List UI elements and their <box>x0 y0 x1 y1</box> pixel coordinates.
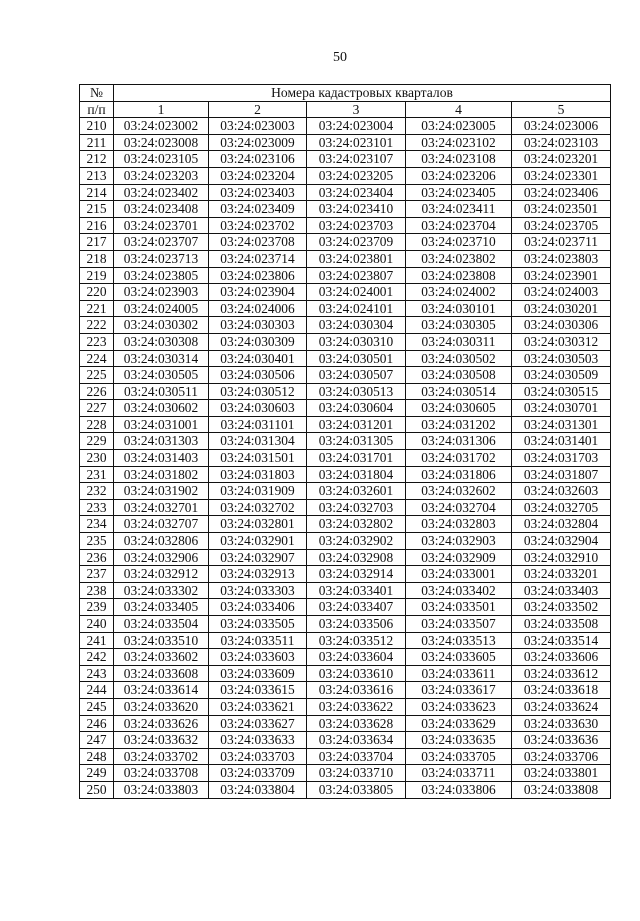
cadastral-number-cell: 03:24:030308 <box>114 333 209 350</box>
cadastral-number-cell: 03:24:032806 <box>114 533 209 550</box>
table-row <box>80 151 611 168</box>
cadastral-number-cell: 03:24:032912 <box>114 566 209 583</box>
cadastral-number-cell: 03:24:023008 <box>114 134 209 151</box>
cadastral-number-cell: 03:24:032602 <box>406 483 512 500</box>
cadastral-number-cell: 03:24:033801 <box>512 765 611 782</box>
cadastral-number-cell: 03:24:032913 <box>209 566 307 583</box>
row-number-cell: 234 <box>80 516 114 533</box>
cadastral-number-cell: 03:24:023711 <box>512 234 611 251</box>
cadastral-number-cell: 03:24:030401 <box>209 350 307 367</box>
cadastral-number-cell: 03:24:033628 <box>307 715 406 732</box>
group-title-header: Номера кадастровых кварталов <box>114 85 611 102</box>
column-number-header: 3 <box>307 101 406 118</box>
cadastral-number-cell: 03:24:030303 <box>209 317 307 334</box>
cadastral-number-cell: 03:24:033705 <box>406 748 512 765</box>
row-number-cell: 232 <box>80 483 114 500</box>
cadastral-number-cell: 03:24:033402 <box>406 582 512 599</box>
row-number-cell: 238 <box>80 582 114 599</box>
cadastral-number-cell: 03:24:033806 <box>406 781 512 798</box>
table-row <box>80 748 611 765</box>
row-number-cell: 249 <box>80 765 114 782</box>
cadastral-number-cell: 03:24:032914 <box>307 566 406 583</box>
cadastral-number-cell: 03:24:031803 <box>209 466 307 483</box>
row-number-cell: 217 <box>80 234 114 251</box>
row-number-cell: 215 <box>80 201 114 218</box>
cadastral-number-cell: 03:24:033612 <box>512 665 611 682</box>
table-row <box>80 483 611 500</box>
cadastral-number-cell: 03:24:030509 <box>512 367 611 384</box>
row-number-cell: 235 <box>80 533 114 550</box>
cadastral-number-cell: 03:24:032702 <box>209 499 307 516</box>
cadastral-number-cell: 03:24:030605 <box>406 400 512 417</box>
cadastral-number-cell: 03:24:032803 <box>406 516 512 533</box>
cadastral-number-cell: 03:24:033614 <box>114 682 209 699</box>
num-abbrev-header: п/п <box>80 101 114 118</box>
cadastral-number-cell: 03:24:030101 <box>406 300 512 317</box>
cadastral-number-cell: 03:24:023705 <box>512 217 611 234</box>
cadastral-number-cell: 03:24:023107 <box>307 151 406 168</box>
table-row <box>80 781 611 798</box>
cadastral-number-cell: 03:24:033629 <box>406 715 512 732</box>
table-row <box>80 284 611 301</box>
table-row <box>80 599 611 616</box>
row-number-cell: 237 <box>80 566 114 583</box>
cadastral-number-cell: 03:24:032906 <box>114 549 209 566</box>
table-row <box>80 118 611 135</box>
cadastral-number-cell: 03:24:033403 <box>512 582 611 599</box>
cadastral-number-cell: 03:24:023808 <box>406 267 512 284</box>
cadastral-number-cell: 03:24:023408 <box>114 201 209 218</box>
cadastral-number-cell: 03:24:024001 <box>307 284 406 301</box>
row-number-cell: 245 <box>80 698 114 715</box>
cadastral-number-cell: 03:24:033617 <box>406 682 512 699</box>
cadastral-number-cell: 03:24:030309 <box>209 333 307 350</box>
cadastral-number-cell: 03:24:033610 <box>307 665 406 682</box>
column-number-header: 5 <box>512 101 611 118</box>
cadastral-number-cell: 03:24:033709 <box>209 765 307 782</box>
cadastral-number-cell: 03:24:033618 <box>512 682 611 699</box>
cadastral-number-cell: 03:24:023807 <box>307 267 406 284</box>
cadastral-number-cell: 03:24:030602 <box>114 400 209 417</box>
cadastral-number-cell: 03:24:030201 <box>512 300 611 317</box>
cadastral-number-cell: 03:24:030506 <box>209 367 307 384</box>
cadastral-number-cell: 03:24:033401 <box>307 582 406 599</box>
cadastral-number-cell: 03:24:033620 <box>114 698 209 715</box>
row-number-cell: 247 <box>80 732 114 749</box>
cadastral-number-cell: 03:24:032703 <box>307 499 406 516</box>
table-row <box>80 300 611 317</box>
cadastral-number-cell: 03:24:031304 <box>209 433 307 450</box>
cadastral-number-cell: 03:24:031201 <box>307 416 406 433</box>
cadastral-number-cell: 03:24:032904 <box>512 533 611 550</box>
row-number-cell: 227 <box>80 400 114 417</box>
cadastral-number-cell: 03:24:033706 <box>512 748 611 765</box>
cadastral-number-cell: 03:24:030502 <box>406 350 512 367</box>
cadastral-number-cell: 03:24:033711 <box>406 765 512 782</box>
row-number-cell: 240 <box>80 616 114 633</box>
cadastral-number-cell: 03:24:023002 <box>114 118 209 135</box>
cadastral-number-cell: 03:24:030701 <box>512 400 611 417</box>
table-row <box>80 732 611 749</box>
table-row <box>80 715 611 732</box>
cadastral-number-cell: 03:24:031703 <box>512 450 611 467</box>
cadastral-number-cell: 03:24:033605 <box>406 649 512 666</box>
row-number-cell: 213 <box>80 167 114 184</box>
cadastral-number-cell: 03:24:023006 <box>512 118 611 135</box>
cadastral-number-cell: 03:24:031804 <box>307 466 406 483</box>
cadastral-number-cell: 03:24:023411 <box>406 201 512 218</box>
row-number-cell: 229 <box>80 433 114 450</box>
cadastral-number-cell: 03:24:033501 <box>406 599 512 616</box>
cadastral-number-cell: 03:24:031501 <box>209 450 307 467</box>
cadastral-number-cell: 03:24:031701 <box>307 450 406 467</box>
cadastral-number-cell: 03:24:031902 <box>114 483 209 500</box>
row-number-cell: 242 <box>80 649 114 666</box>
num-symbol-header: № <box>80 85 114 102</box>
cadastral-number-cell: 03:24:030310 <box>307 333 406 350</box>
cadastral-number-cell: 03:24:032707 <box>114 516 209 533</box>
cadastral-number-cell: 03:24:033604 <box>307 649 406 666</box>
row-number-cell: 216 <box>80 217 114 234</box>
cadastral-number-cell: 03:24:024101 <box>307 300 406 317</box>
cadastral-number-cell: 03:24:023204 <box>209 167 307 184</box>
cadastral-number-cell: 03:24:023904 <box>209 284 307 301</box>
cadastral-number-cell: 03:24:023102 <box>406 134 512 151</box>
row-number-cell: 221 <box>80 300 114 317</box>
cadastral-number-cell: 03:24:031101 <box>209 416 307 433</box>
cadastral-number-cell: 03:24:030501 <box>307 350 406 367</box>
row-number-cell: 230 <box>80 450 114 467</box>
row-number-cell: 219 <box>80 267 114 284</box>
row-number-cell: 231 <box>80 466 114 483</box>
cadastral-number-cell: 03:24:033507 <box>406 616 512 633</box>
cadastral-number-cell: 03:24:032907 <box>209 549 307 566</box>
table-row <box>80 566 611 583</box>
table-row <box>80 250 611 267</box>
cadastral-number-cell: 03:24:023108 <box>406 151 512 168</box>
row-number-cell: 233 <box>80 499 114 516</box>
cadastral-number-cell: 03:24:024003 <box>512 284 611 301</box>
table-row <box>80 400 611 417</box>
cadastral-number-cell: 03:24:023903 <box>114 284 209 301</box>
cadastral-number-cell: 03:24:023201 <box>512 151 611 168</box>
cadastral-number-cell: 03:24:023713 <box>114 250 209 267</box>
cadastral-number-cell: 03:24:030505 <box>114 367 209 384</box>
table-row <box>80 632 611 649</box>
column-number-header: 1 <box>114 101 209 118</box>
cadastral-number-cell: 03:24:033511 <box>209 632 307 649</box>
cadastral-number-cell: 03:24:023004 <box>307 118 406 135</box>
cadastral-number-cell: 03:24:023707 <box>114 234 209 251</box>
table-row <box>80 665 611 682</box>
cadastral-number-cell: 03:24:031403 <box>114 450 209 467</box>
cadastral-number-cell: 03:24:030312 <box>512 333 611 350</box>
cadastral-number-cell: 03:24:023301 <box>512 167 611 184</box>
cadastral-number-cell: 03:24:032701 <box>114 499 209 516</box>
table-header <box>80 85 611 118</box>
cadastral-number-cell: 03:24:033624 <box>512 698 611 715</box>
table-row <box>80 234 611 251</box>
cadastral-number-cell: 03:24:032901 <box>209 533 307 550</box>
cadastral-number-cell: 03:24:023405 <box>406 184 512 201</box>
cadastral-number-cell: 03:24:023406 <box>512 184 611 201</box>
cadastral-number-cell: 03:24:033626 <box>114 715 209 732</box>
cadastral-number-cell: 03:24:031807 <box>512 466 611 483</box>
cadastral-number-cell: 03:24:030511 <box>114 383 209 400</box>
cadastral-number-cell: 03:24:033608 <box>114 665 209 682</box>
cadastral-number-cell: 03:24:023205 <box>307 167 406 184</box>
table-row <box>80 765 611 782</box>
cadastral-number-cell: 03:24:032603 <box>512 483 611 500</box>
cadastral-number-cell: 03:24:030306 <box>512 317 611 334</box>
cadastral-number-cell: 03:24:032910 <box>512 549 611 566</box>
cadastral-number-cell: 03:24:023703 <box>307 217 406 234</box>
cadastral-number-cell: 03:24:033510 <box>114 632 209 649</box>
cadastral-number-cell: 03:24:023802 <box>406 250 512 267</box>
cadastral-number-cell: 03:24:030314 <box>114 350 209 367</box>
cadastral-number-cell: 03:24:030514 <box>406 383 512 400</box>
cadastral-number-cell: 03:24:023805 <box>114 267 209 284</box>
cadastral-number-cell: 03:24:031305 <box>307 433 406 450</box>
cadastral-number-cell: 03:24:033512 <box>307 632 406 649</box>
cadastral-number-cell: 03:24:032601 <box>307 483 406 500</box>
row-number-cell: 220 <box>80 284 114 301</box>
table-row <box>80 582 611 599</box>
cadastral-number-cell: 03:24:031909 <box>209 483 307 500</box>
row-number-cell: 225 <box>80 367 114 384</box>
table-row <box>80 217 611 234</box>
cadastral-number-cell: 03:24:031301 <box>512 416 611 433</box>
cadastral-number-cell: 03:24:033616 <box>307 682 406 699</box>
row-number-cell: 211 <box>80 134 114 151</box>
row-number-cell: 248 <box>80 748 114 765</box>
cadastral-number-cell: 03:24:031401 <box>512 433 611 450</box>
cadastral-number-cell: 03:24:023806 <box>209 267 307 284</box>
cadastral-number-cell: 03:24:033623 <box>406 698 512 715</box>
cadastral-number-cell: 03:24:030604 <box>307 400 406 417</box>
cadastral-number-cell: 03:24:023009 <box>209 134 307 151</box>
table-row <box>80 433 611 450</box>
cadastral-number-cell: 03:24:023704 <box>406 217 512 234</box>
cadastral-number-cell: 03:24:023901 <box>512 267 611 284</box>
cadastral-number-cell: 03:24:033622 <box>307 698 406 715</box>
cadastral-number-cell: 03:24:033406 <box>209 599 307 616</box>
table-row <box>80 350 611 367</box>
column-number-header: 2 <box>209 101 307 118</box>
cadastral-number-cell: 03:24:033405 <box>114 599 209 616</box>
cadastral-number-cell: 03:24:023203 <box>114 167 209 184</box>
cadastral-number-cell: 03:24:033505 <box>209 616 307 633</box>
cadastral-number-cell: 03:24:033506 <box>307 616 406 633</box>
cadastral-number-cell: 03:24:033514 <box>512 632 611 649</box>
cadastral-number-cell: 03:24:030512 <box>209 383 307 400</box>
cadastral-number-cell: 03:24:033630 <box>512 715 611 732</box>
cadastral-number-cell: 03:24:033634 <box>307 732 406 749</box>
table-row <box>80 616 611 633</box>
cadastral-number-cell: 03:24:024005 <box>114 300 209 317</box>
cadastral-number-cell: 03:24:024002 <box>406 284 512 301</box>
cadastral-number-cell: 03:24:032902 <box>307 533 406 550</box>
cadastral-number-cell: 03:24:024006 <box>209 300 307 317</box>
cadastral-number-cell: 03:24:023714 <box>209 250 307 267</box>
row-number-cell: 228 <box>80 416 114 433</box>
table-row <box>80 499 611 516</box>
row-number-cell: 222 <box>80 317 114 334</box>
row-number-cell: 239 <box>80 599 114 616</box>
table-row <box>80 201 611 218</box>
row-number-cell: 218 <box>80 250 114 267</box>
cadastral-number-cell: 03:24:033609 <box>209 665 307 682</box>
cadastral-number-cell: 03:24:030515 <box>512 383 611 400</box>
row-number-cell: 223 <box>80 333 114 350</box>
cadastral-quarters-table <box>79 84 611 799</box>
cadastral-number-cell: 03:24:023803 <box>512 250 611 267</box>
cadastral-number-cell: 03:24:030305 <box>406 317 512 334</box>
row-number-cell: 250 <box>80 781 114 798</box>
cadastral-number-cell: 03:24:033302 <box>114 582 209 599</box>
table-row <box>80 267 611 284</box>
cadastral-number-cell: 03:24:033635 <box>406 732 512 749</box>
row-number-cell: 243 <box>80 665 114 682</box>
cadastral-number-cell: 03:24:033627 <box>209 715 307 732</box>
table-row <box>80 333 611 350</box>
cadastral-number-cell: 03:24:032908 <box>307 549 406 566</box>
cadastral-number-cell: 03:24:033303 <box>209 582 307 599</box>
cadastral-number-cell: 03:24:023105 <box>114 151 209 168</box>
table-body <box>80 118 611 798</box>
table-row <box>80 682 611 699</box>
cadastral-number-cell: 03:24:033703 <box>209 748 307 765</box>
cadastral-number-cell: 03:24:030311 <box>406 333 512 350</box>
cadastral-number-cell: 03:24:033603 <box>209 649 307 666</box>
cadastral-number-cell: 03:24:023101 <box>307 134 406 151</box>
table-row <box>80 450 611 467</box>
cadastral-number-cell: 03:24:030503 <box>512 350 611 367</box>
cadastral-number-cell: 03:24:032909 <box>406 549 512 566</box>
table-row <box>80 533 611 550</box>
cadastral-number-cell: 03:24:033606 <box>512 649 611 666</box>
table-row <box>80 184 611 201</box>
row-number-cell: 241 <box>80 632 114 649</box>
cadastral-number-cell: 03:24:033513 <box>406 632 512 649</box>
cadastral-number-cell: 03:24:032705 <box>512 499 611 516</box>
row-number-cell: 224 <box>80 350 114 367</box>
cadastral-number-cell: 03:24:032802 <box>307 516 406 533</box>
cadastral-number-cell: 03:24:030513 <box>307 383 406 400</box>
cadastral-number-cell: 03:24:023409 <box>209 201 307 218</box>
cadastral-number-cell: 03:24:030304 <box>307 317 406 334</box>
cadastral-number-cell: 03:24:023206 <box>406 167 512 184</box>
cadastral-number-cell: 03:24:033702 <box>114 748 209 765</box>
row-number-cell: 246 <box>80 715 114 732</box>
cadastral-number-cell: 03:24:023410 <box>307 201 406 218</box>
cadastral-number-cell: 03:24:033805 <box>307 781 406 798</box>
cadastral-number-cell: 03:24:033636 <box>512 732 611 749</box>
cadastral-number-cell: 03:24:030507 <box>307 367 406 384</box>
cadastral-number-cell: 03:24:033633 <box>209 732 307 749</box>
cadastral-number-cell: 03:24:033708 <box>114 765 209 782</box>
table-row <box>80 167 611 184</box>
cadastral-number-cell: 03:24:031306 <box>406 433 512 450</box>
cadastral-number-cell: 03:24:023106 <box>209 151 307 168</box>
cadastral-number-cell: 03:24:023708 <box>209 234 307 251</box>
table-row <box>80 367 611 384</box>
cadastral-number-cell: 03:24:023402 <box>114 184 209 201</box>
cadastral-number-cell: 03:24:031802 <box>114 466 209 483</box>
cadastral-number-cell: 03:24:032903 <box>406 533 512 550</box>
table-row <box>80 466 611 483</box>
cadastral-number-cell: 03:24:032704 <box>406 499 512 516</box>
cadastral-number-cell: 03:24:023702 <box>209 217 307 234</box>
cadastral-number-cell: 03:24:023801 <box>307 250 406 267</box>
cadastral-number-cell: 03:24:033502 <box>512 599 611 616</box>
column-number-header: 4 <box>406 101 512 118</box>
cadastral-number-cell: 03:24:023701 <box>114 217 209 234</box>
cadastral-number-cell: 03:24:023403 <box>209 184 307 201</box>
cadastral-number-cell: 03:24:030302 <box>114 317 209 334</box>
cadastral-number-cell: 03:24:023710 <box>406 234 512 251</box>
cadastral-number-cell: 03:24:031702 <box>406 450 512 467</box>
cadastral-number-cell: 03:24:023404 <box>307 184 406 201</box>
cadastral-number-cell: 03:24:030508 <box>406 367 512 384</box>
cadastral-number-cell: 03:24:033611 <box>406 665 512 682</box>
cadastral-number-cell: 03:24:031202 <box>406 416 512 433</box>
cadastral-number-cell: 03:24:033001 <box>406 566 512 583</box>
row-number-cell: 226 <box>80 383 114 400</box>
table-row <box>80 549 611 566</box>
cadastral-number-cell: 03:24:023501 <box>512 201 611 218</box>
cadastral-number-cell: 03:24:031303 <box>114 433 209 450</box>
cadastral-number-cell: 03:24:031806 <box>406 466 512 483</box>
cadastral-number-cell: 03:24:032801 <box>209 516 307 533</box>
table-row <box>80 317 611 334</box>
cadastral-number-cell: 03:24:033803 <box>114 781 209 798</box>
table-row <box>80 416 611 433</box>
cadastral-number-cell: 03:24:033804 <box>209 781 307 798</box>
row-number-cell: 212 <box>80 151 114 168</box>
cadastral-number-cell: 03:24:033602 <box>114 649 209 666</box>
cadastral-number-cell: 03:24:023003 <box>209 118 307 135</box>
cadastral-number-cell: 03:24:031001 <box>114 416 209 433</box>
table-row <box>80 698 611 715</box>
cadastral-number-cell: 03:24:033621 <box>209 698 307 715</box>
table-row <box>80 516 611 533</box>
cadastral-number-cell: 03:24:033504 <box>114 616 209 633</box>
cadastral-number-cell: 03:24:033632 <box>114 732 209 749</box>
cadastral-number-cell: 03:24:033710 <box>307 765 406 782</box>
table-row <box>80 649 611 666</box>
page-number: 50 <box>333 50 347 65</box>
table-row <box>80 383 611 400</box>
cadastral-number-cell: 03:24:032804 <box>512 516 611 533</box>
row-number-cell: 210 <box>80 118 114 135</box>
cadastral-number-cell: 03:24:033201 <box>512 566 611 583</box>
row-number-cell: 236 <box>80 549 114 566</box>
cadastral-number-cell: 03:24:023103 <box>512 134 611 151</box>
cadastral-number-cell: 03:24:023709 <box>307 234 406 251</box>
row-number-cell: 214 <box>80 184 114 201</box>
cadastral-number-cell: 03:24:033808 <box>512 781 611 798</box>
cadastral-number-cell: 03:24:033615 <box>209 682 307 699</box>
cadastral-number-cell: 03:24:030603 <box>209 400 307 417</box>
cadastral-number-cell: 03:24:033407 <box>307 599 406 616</box>
row-number-cell: 244 <box>80 682 114 699</box>
cadastral-number-cell: 03:24:033508 <box>512 616 611 633</box>
table-row <box>80 134 611 151</box>
cadastral-number-cell: 03:24:023005 <box>406 118 512 135</box>
cadastral-number-cell: 03:24:033704 <box>307 748 406 765</box>
